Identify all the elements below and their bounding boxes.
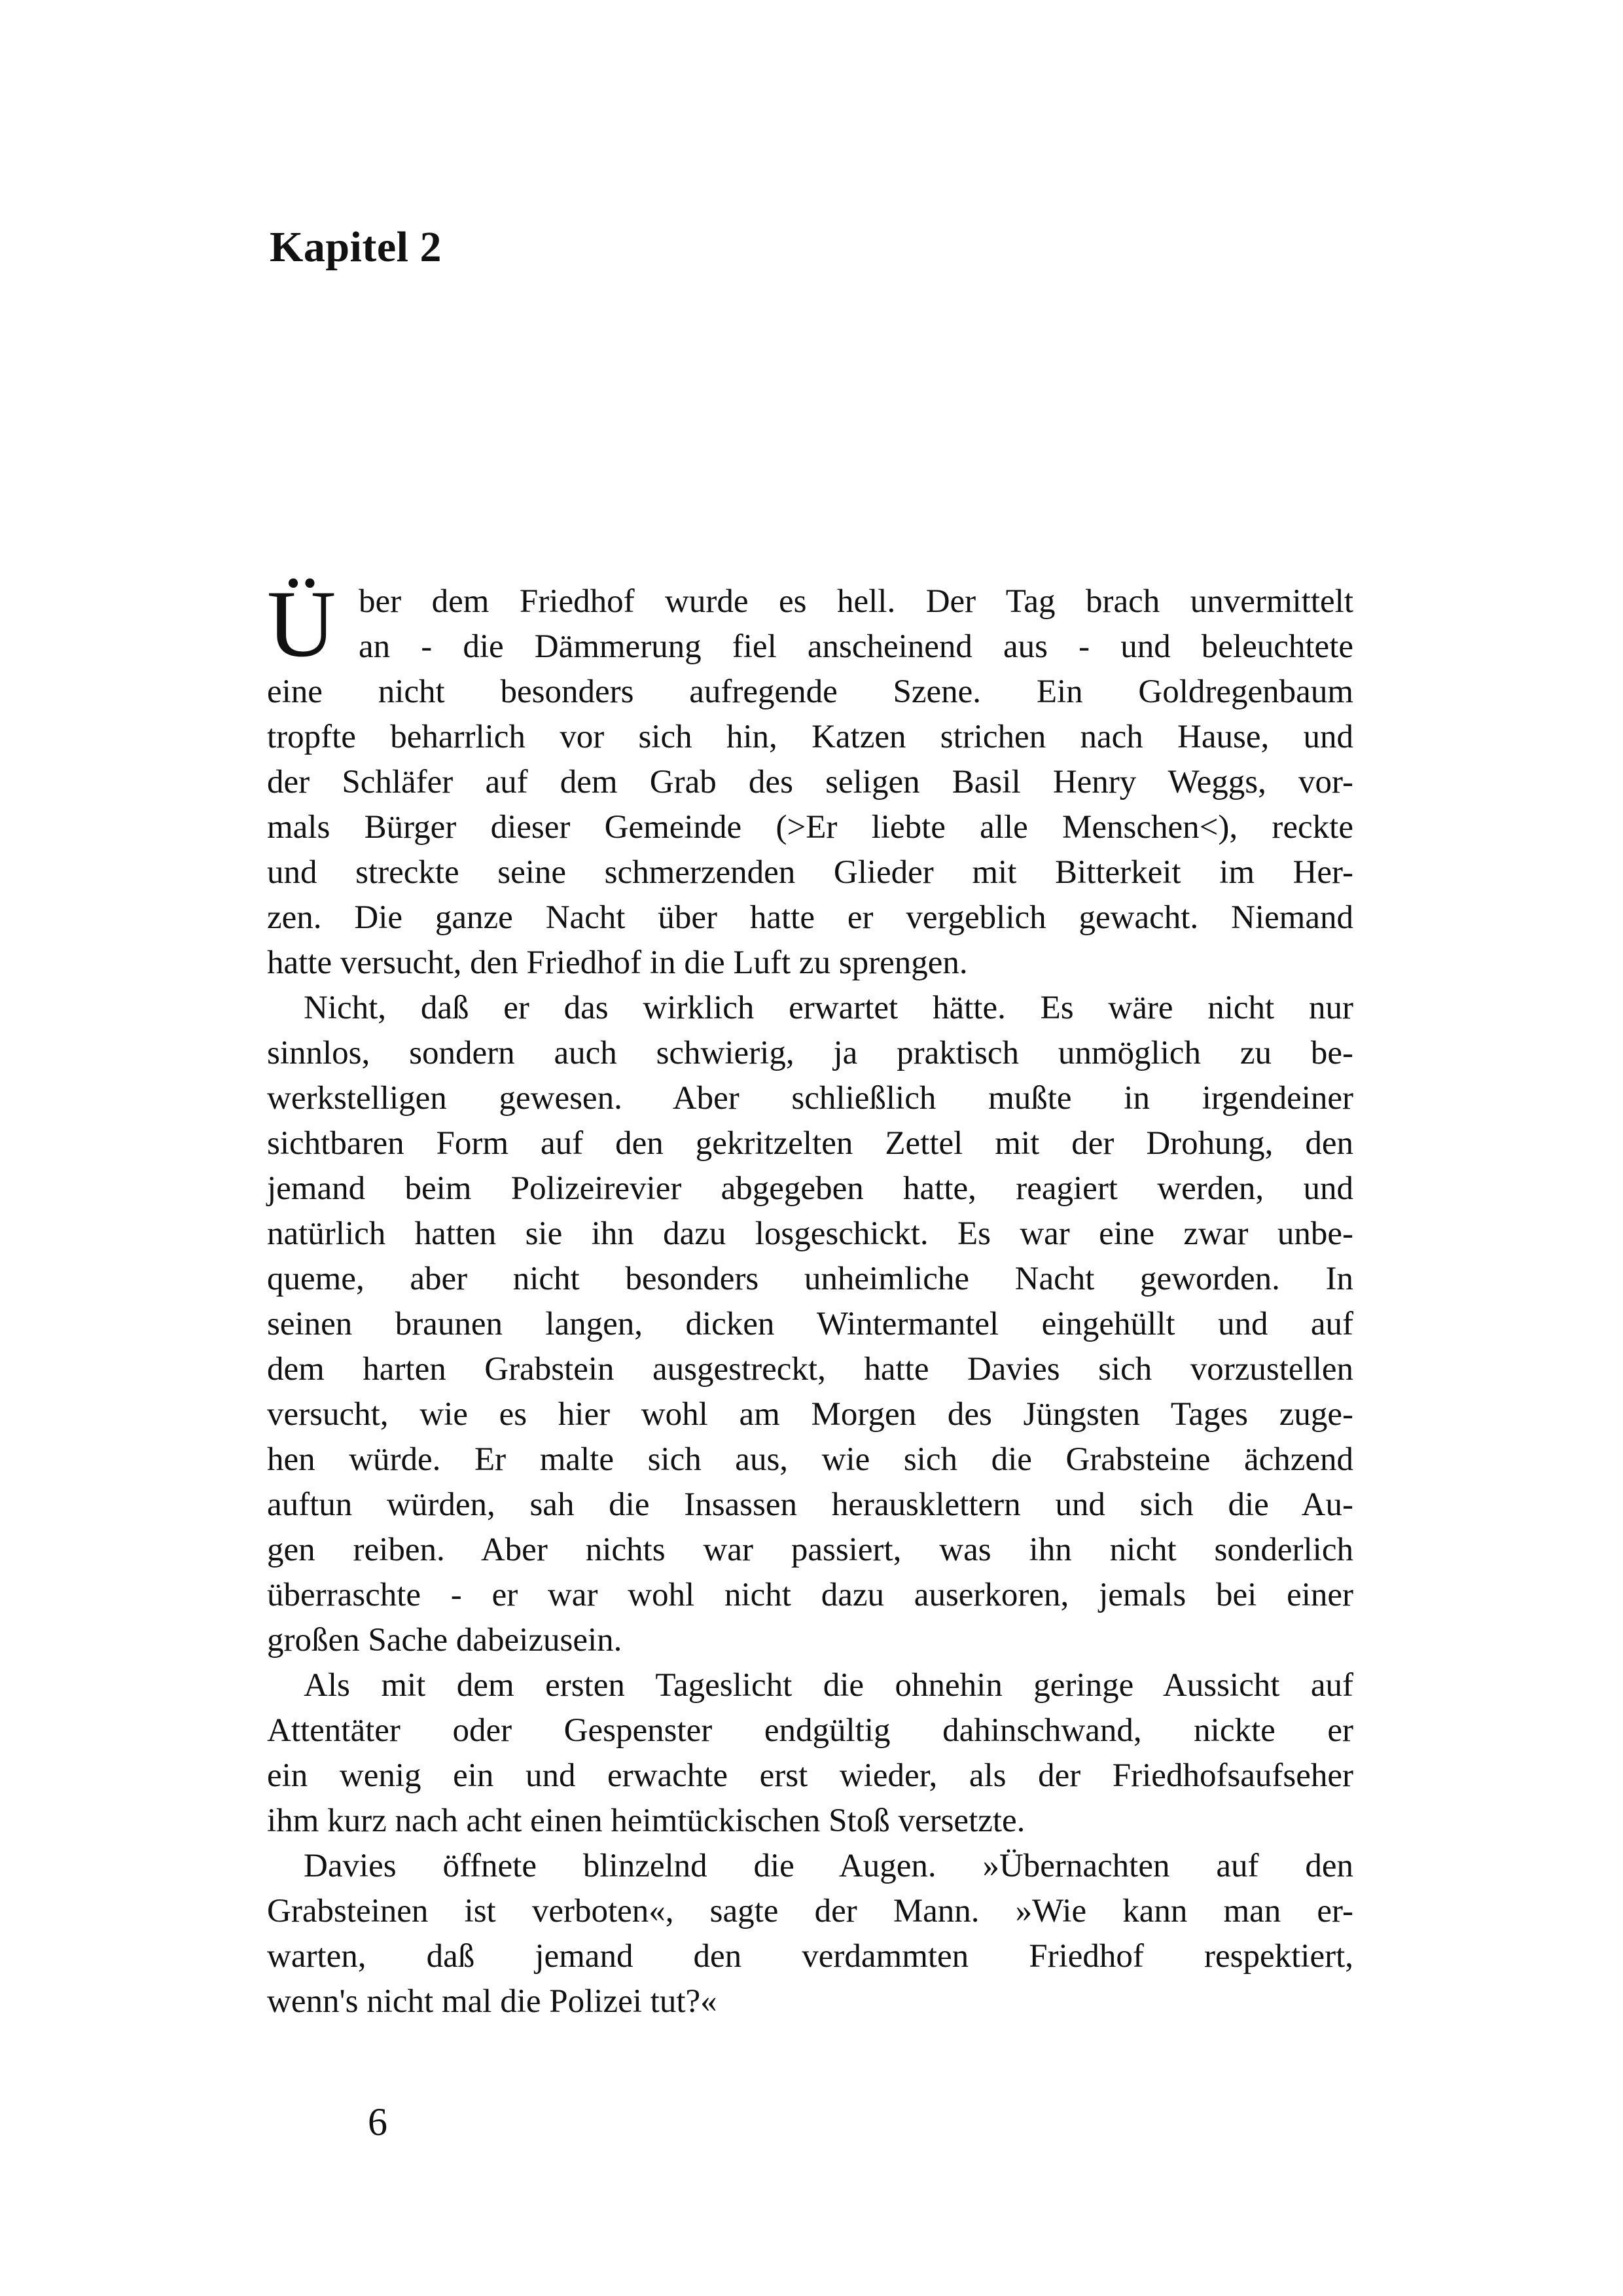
text-line: gen reiben. Aber nichts war passiert, was ihn nicht sonderlich	[267, 1532, 1353, 1568]
text-line: natürlich hatten sie ihn dazu losgeschickt. Es war eine zwar unbe-	[267, 1215, 1353, 1252]
text-line: wenn's nicht mal die Polizei tut?«	[267, 1983, 717, 2020]
text-line: ihm kurz nach acht einen heimtückischen Stoß versetzte.	[267, 1803, 1026, 1839]
text-line: dem harten Grabstein ausgestreckt, hatte Davies sich vorzustellen	[267, 1351, 1353, 1388]
text-line: mals Bürger dieser Gemeinde (>Er liebte alle Menschen<), reckte	[267, 809, 1353, 846]
text-line: seinen braunen langen, dicken Wintermantel eingehüllt und auf	[267, 1306, 1353, 1342]
text-line: an - die Dämmerung fiel anscheinend aus - und beleuchtete	[359, 628, 1353, 665]
text-line: jemand beim Polizeirevier abgegeben hatte, reagiert werden, und	[267, 1170, 1353, 1207]
text-line: hen würde. Er malte sich aus, wie sich die Grabsteine ächzend	[267, 1441, 1353, 1478]
text-line: versucht, wie es hier wohl am Morgen des Jüngsten Tages zuge-	[267, 1396, 1353, 1433]
text-line: auftun würden, sah die Insassen herausklettern und sich die Au-	[267, 1486, 1353, 1523]
text-line: ein wenig ein und erwachte erst wieder, als der Friedhofsaufseher	[267, 1757, 1353, 1794]
text-line: ber dem Friedhof wurde es hell. Der Tag brach unvermittelt	[359, 583, 1353, 620]
text-line: werkstelligen gewesen. Aber schließlich mußte in irgendeiner	[267, 1080, 1353, 1117]
text-line: Nicht, daß er das wirklich erwartet hätte. Es wäre nicht nur	[304, 990, 1353, 1026]
text-line: hatte versucht, den Friedhof in die Luft zu sprengen.	[267, 944, 968, 981]
text-line: großen Sache dabeizusein.	[267, 1622, 622, 1659]
text-line: Davies öffnete blinzelnd die Augen. »Übernachten auf den	[304, 1848, 1353, 1884]
text-line: tropfte beharrlich vor sich hin, Katzen strichen nach Hause, und	[267, 719, 1353, 755]
page-number: 6	[368, 2100, 387, 2144]
text-line: zen. Die ganze Nacht über hatte er vergeblich gewacht. Niemand	[267, 899, 1353, 936]
text-line: überraschte - er war wohl nicht dazu auserkoren, jemals bei einer	[267, 1577, 1353, 1613]
text-line: Grabsteinen ist verboten«, sagte der Mann. »Wie kann man er-	[267, 1893, 1353, 1929]
text-line: warten, daß jemand den verdammten Friedhof respektiert,	[267, 1938, 1353, 1975]
body-text	[267, 571, 1353, 2024]
chapter-title: Kapitel 2	[270, 223, 442, 271]
text-line: sichtbaren Form auf den gekritzelten Zettel mit der Drohung, den	[267, 1125, 1353, 1162]
text-line: der Schläfer auf dem Grab des seligen Basil Henry Weggs, vor-	[267, 764, 1353, 800]
text-line: queme, aber nicht besonders unheimliche Nacht geworden. In	[267, 1261, 1353, 1297]
text-line: Als mit dem ersten Tageslicht die ohnehin geringe Aussicht auf	[304, 1667, 1353, 1704]
text-line: sinnlos, sondern auch schwierig, ja praktisch unmöglich zu be-	[267, 1035, 1353, 1071]
text-line: eine nicht besonders aufregende Szene. Ein Goldregenbaum	[267, 673, 1353, 710]
drop-cap: Ü	[267, 571, 336, 677]
text-line: und streckte seine schmerzenden Glieder mit Bitterkeit im Her-	[267, 854, 1353, 891]
text-line: Attentäter oder Gespenster endgültig dahinschwand, nickte er	[267, 1712, 1353, 1749]
